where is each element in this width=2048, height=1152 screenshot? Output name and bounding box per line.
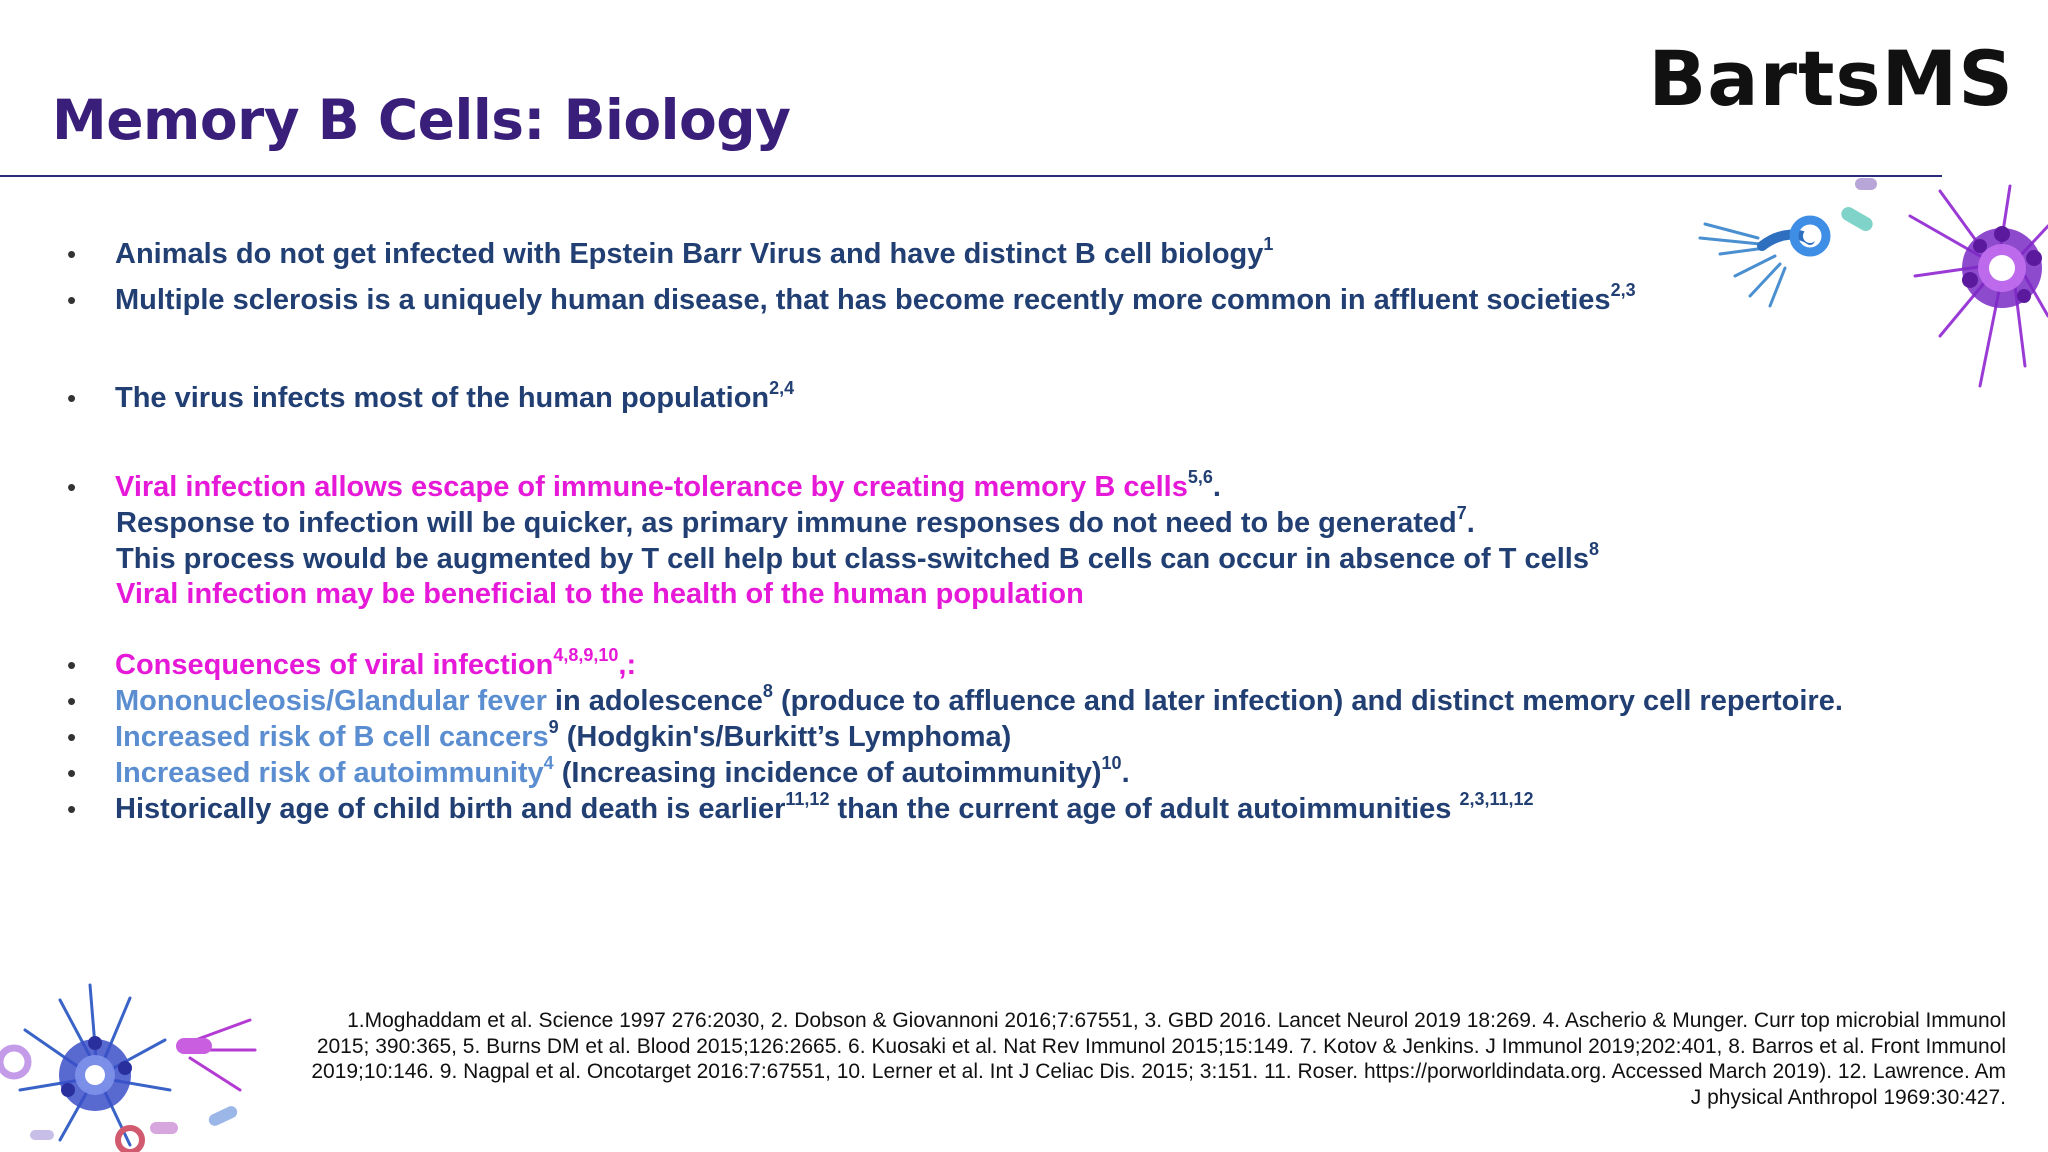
- text-run: Historically age of child birth and death is earlier: [115, 793, 786, 825]
- text-run: ,:: [618, 649, 637, 681]
- bullet-text: [115, 280, 1636, 316]
- citation-superscript: 8: [762, 681, 773, 701]
- citation-superscript: 8: [1588, 539, 1599, 559]
- citation-superscript: 11,12: [785, 789, 830, 809]
- bullet-text: [115, 234, 1274, 270]
- bullet-dot: •: [67, 472, 77, 502]
- bullet-text: [115, 789, 1534, 825]
- reference-line: 2019;10:146. 9. Nagpal et al. Oncotarget 2016:7:67551, 10. Lerner et al. Int J Celiac Dis. 2015; 3:151. 11. Roser. https://porworldindata.org. Accessed March 2019). 12. Lawrence. Am: [311, 1060, 2006, 1083]
- bullet-text: [115, 753, 1130, 789]
- bullet-text: [115, 681, 1843, 717]
- bullet-continuation: [116, 503, 1475, 540]
- citation-superscript: 2,3: [1610, 280, 1636, 300]
- virus-cell-illustration-icon: [0, 980, 260, 1152]
- bullet-text: [116, 578, 1084, 610]
- bullet-continuation: [116, 539, 1599, 576]
- bartsms-logo: BartsMS: [1648, 34, 2014, 123]
- bullet-dot: •: [67, 686, 77, 716]
- text-run: Viral infection may be beneficial to the health of the human population: [116, 578, 1084, 610]
- bullet-dot: •: [67, 650, 77, 680]
- bullet-dot: •: [67, 383, 77, 413]
- citation-superscript: 7: [1456, 503, 1467, 523]
- bullet-text: [116, 503, 1475, 539]
- bullet-text: [115, 717, 1012, 753]
- citation-superscript: 5,6: [1187, 467, 1213, 487]
- bullet-text: [115, 645, 637, 681]
- virus-cell-illustration-icon: [1680, 176, 2048, 406]
- text-run: in adolescence: [546, 685, 763, 717]
- bullet-text: [115, 467, 1221, 503]
- text-run: Consequences of viral infection: [115, 649, 554, 681]
- bullet-dot: •: [67, 285, 77, 315]
- bullet-text: [115, 378, 795, 414]
- references-footnote: [226, 1008, 2006, 1110]
- text-run: Response to infection will be quicker, as primary immune responses do not need to be generated: [116, 507, 1457, 539]
- citation-superscript: 9: [548, 717, 559, 737]
- bullet-item: [67, 467, 1221, 504]
- text-run: This process would be augmented by T cell help but class-switched B cells can occur in absence of T cells: [116, 543, 1589, 575]
- text-run: .: [1466, 507, 1475, 539]
- bullet-item: [67, 280, 1636, 317]
- bullet-item: [67, 645, 637, 682]
- text-run: Mononucleosis/Glandular fever: [115, 685, 547, 717]
- bullet-item: [67, 717, 1012, 754]
- citation-superscript: 4,8,9,10: [553, 645, 619, 665]
- text-run: than the current age of adult autoimmunities: [829, 793, 1460, 825]
- citation-superscript: 4: [543, 753, 554, 773]
- bullet-item: [67, 378, 795, 415]
- citation-superscript: 1: [1263, 234, 1274, 254]
- reference-line: 2015; 390:365, 5. Burns DM et al. Blood 2015;126:2665. 6. Kuosaki et al. Nat Rev Immunol 2015;15:149. 7. Kotov & Jenkins. J Immunol 2019;202:401, 8. Barros et al. Front Immunol: [316, 1034, 2006, 1058]
- title-divider: [0, 175, 1942, 177]
- bullet-dot: •: [67, 239, 77, 269]
- text-run: Animals do not get infected with Epstein Barr Virus and have distinct B cell biology: [115, 238, 1264, 270]
- bullet-item: [67, 234, 1274, 271]
- bullet-item: [67, 753, 1130, 790]
- citation-superscript: 2,3,11,12: [1459, 789, 1534, 809]
- text-run: The virus infects most of the human population: [115, 382, 770, 414]
- bullet-item: [67, 681, 1843, 718]
- reference-line: J physical Anthropol 1969:30:427.: [1690, 1085, 2006, 1109]
- bullet-continuation: [116, 577, 1084, 611]
- slide-title: Memory B Cells: Biology: [52, 88, 791, 152]
- bullet-dot: •: [67, 794, 77, 824]
- reference-line: 1.Moghaddam et al. Science 1997 276:2030, 2. Dobson & Giovannoni 2016;7:67551, 3. GBD 2016. Lancet Neurol 2019 18:269. 4. Ascherio & Munger. Curr top microbial Immunol: [347, 1009, 2006, 1032]
- text-run: (produce to affluence and later infection) and distinct memory cell repertoire.: [772, 685, 1843, 717]
- text-run: .: [1121, 757, 1130, 789]
- citation-superscript: 10: [1101, 753, 1122, 773]
- text-run: .: [1212, 471, 1221, 503]
- bullet-dot: •: [67, 758, 77, 788]
- bullet-item: [67, 789, 1534, 826]
- citation-superscript: 2,4: [769, 378, 795, 398]
- text-run: Increased risk of autoimmunity: [115, 757, 544, 789]
- text-run: (Increasing incidence of autoimmunity): [553, 757, 1102, 789]
- text-run: (Hodgkin's/Burkitt’s Lymphoma): [558, 721, 1012, 753]
- bullet-text: [116, 539, 1599, 575]
- text-run: Multiple sclerosis is a uniquely human disease, that has become recently more common in affluent societies: [115, 284, 1611, 316]
- text-run: Increased risk of B cell cancers: [115, 721, 549, 753]
- text-run: Viral infection allows escape of immune-tolerance by creating memory B cells: [115, 471, 1188, 503]
- bullet-dot: •: [67, 722, 77, 752]
